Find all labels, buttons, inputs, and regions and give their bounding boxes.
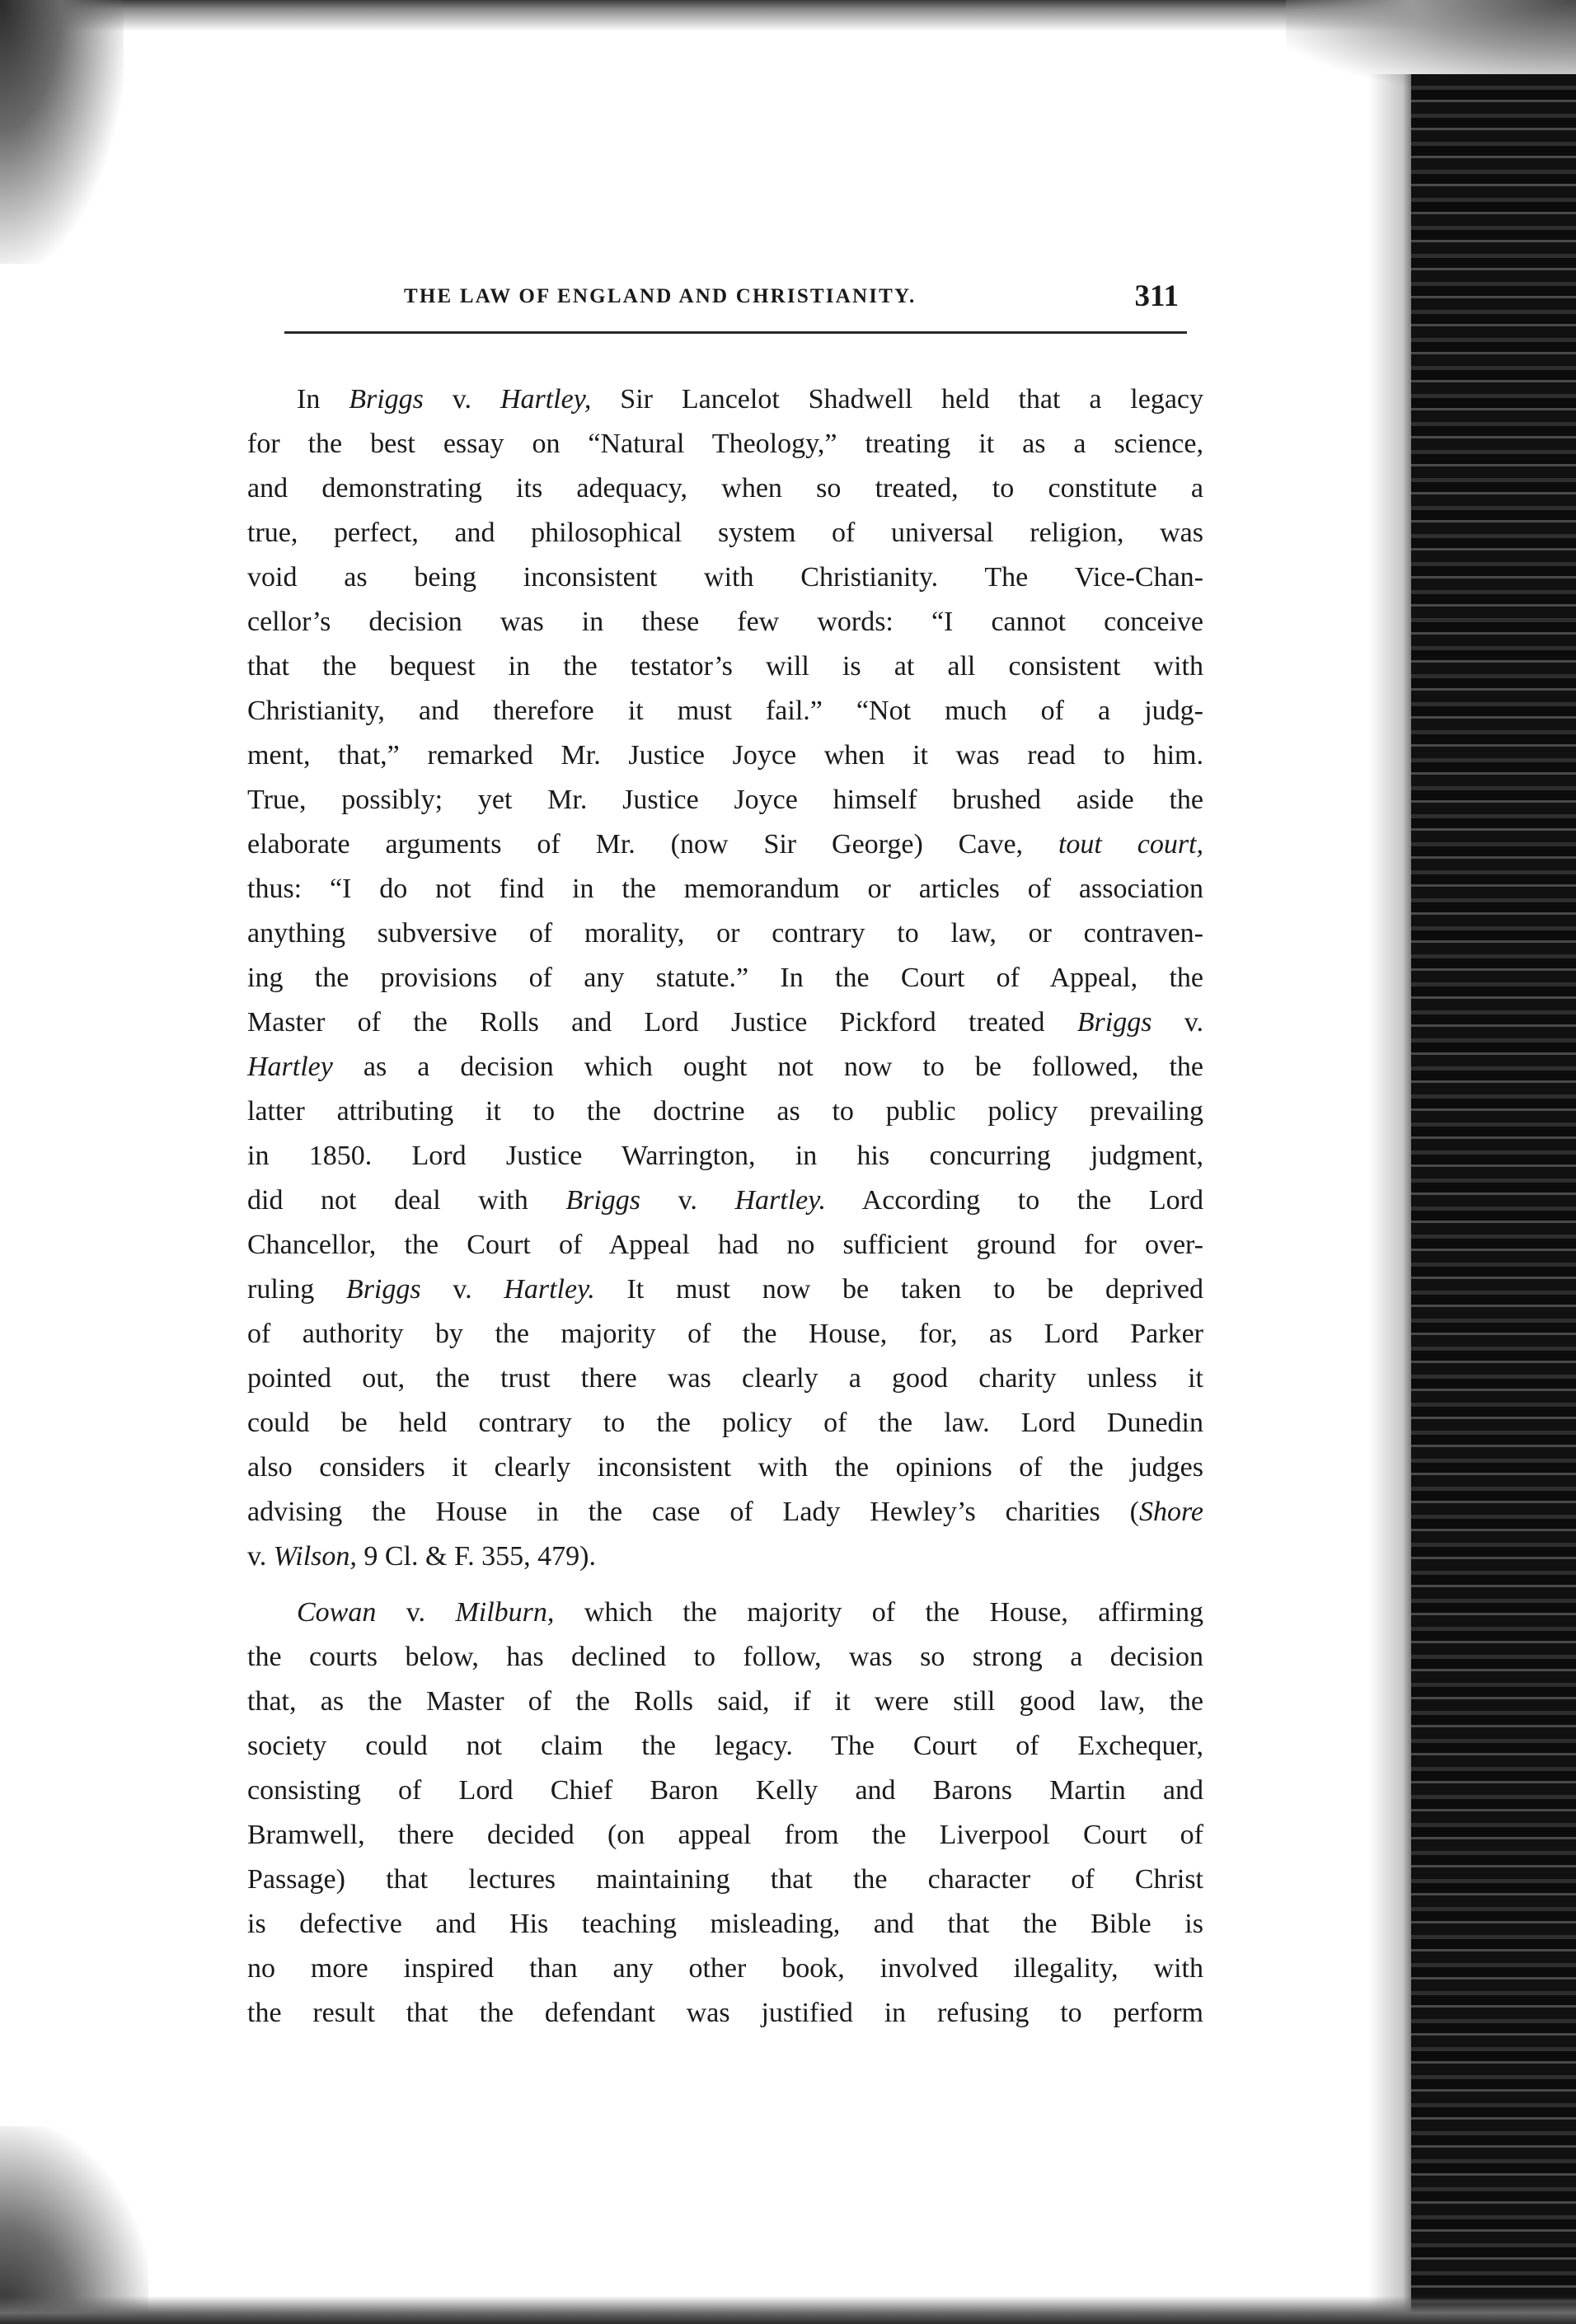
text-line: Passage) that lectures maintaining that the character of Christ [247,1864,1203,1895]
scan-edge-left-top [0,0,124,264]
text-line: true, perfect, and philosophical system of universal religion, was [247,518,1203,548]
text-line: In Briggs v. Hartley, Sir Lancelot Shadwell held that a legacy [297,384,1204,415]
text-line: the result that the defendant was justified in refusing to perform [247,1998,1203,2028]
scan-edge-right-shadow [1368,74,1418,2324]
text-line: Chancellor, the Court of Appeal had no sufficient ground for over- [247,1230,1203,1260]
text-line: ment, that,” remarked Mr. Justice Joyce when it was read to him. [247,740,1203,771]
header-rule [284,331,1187,334]
scan-edge-bottom [0,2296,1576,2324]
text-line: also considers it clearly inconsistent with the opinions of the judges [247,1452,1203,1483]
paragraph [247,377,1203,1579]
text-line: Cowan v. Milburn, which the majority of the House, affirming [297,1597,1204,1628]
text-line: is defective and His teaching misleading, and that the Bible is [247,1909,1203,1939]
book-binding-edge [1411,74,1576,2324]
text-line: Bramwell, there decided (on appeal from the Liverpool Court of [247,1820,1203,1850]
text-line: and demonstrating its adequacy, when so treated, to constitute a [247,473,1203,504]
text-line: thus: “I do not find in the memorandum or articles of association [247,874,1203,904]
text-line: in 1850. Lord Justice Warrington, in his concurring judgment, [247,1141,1203,1171]
paragraph-gap [247,1579,1203,1591]
text-line: ruling Briggs v. Hartley. It must now be taken to be deprived [247,1274,1204,1305]
scan-edge-left-bottom [0,2126,148,2324]
text-line: void as being inconsistent with Christianity. The Vice-Chan- [247,562,1203,593]
running-title: THE LAW OF ENGLAND AND CHRISTIANITY. [404,285,917,307]
text-line: did not deal with Briggs v. Hartley. According to the Lord [247,1185,1203,1216]
page-body [247,377,1203,2036]
text-line: no more inspired than any other book, involved illegality, with [247,1953,1203,1984]
text-line: True, possibly; yet Mr. Justice Joyce himself brushed aside the [247,785,1203,815]
text-line: latter attributing it to the doctrine as to public policy prevailing [247,1096,1203,1127]
text-line: for the best essay on “Natural Theology,” treating it as a science, [247,429,1203,459]
text-line: anything subversive of morality, or contrary to law, or contraven- [247,918,1203,949]
text-line: elaborate arguments of Mr. (now Sir George) Cave, tout court, [247,829,1203,860]
text-line: the courts below, has declined to follow, was so strong a decision [247,1642,1203,1672]
text-line: that the bequest in the testator’s will is at all consistent with [247,651,1203,682]
text-line: of authority by the majority of the House, for, as Lord Parker [247,1319,1203,1349]
text-line: that, as the Master of the Rolls said, if it were still good law, the [247,1686,1203,1717]
paragraph [247,1591,1203,2036]
text-line: society could not claim the legacy. The Court of Exchequer, [247,1731,1203,1761]
text-line: Christianity, and therefore it must fail.” “Not much of a judg- [247,696,1203,726]
text-line: cellor’s decision was in these few words: “I cannot conceive [247,607,1203,637]
text-line: pointed out, the trust there was clearly a good charity unless it [247,1363,1203,1394]
running-head [404,279,1179,320]
text-line: ing the provisions of any statute.” In the Court of Appeal, the [247,963,1203,993]
text-line: could be held contrary to the policy of the law. Lord Dunedin [247,1408,1203,1438]
text-line: Master of the Rolls and Lord Justice Pickford treated Briggs v. [247,1007,1203,1038]
text-line: consisting of Lord Chief Baron Kelly and Barons Martin and [247,1775,1203,1806]
text-line: advising the House in the case of Lady Hewley’s charities (Shore [247,1497,1203,1527]
text-line: v. Wilson, 9 Cl. & F. 355, 479). [247,1541,596,1572]
page-number: 311 [1134,279,1179,313]
text-line: Hartley as a decision which ought not now to be followed, the [247,1052,1203,1082]
